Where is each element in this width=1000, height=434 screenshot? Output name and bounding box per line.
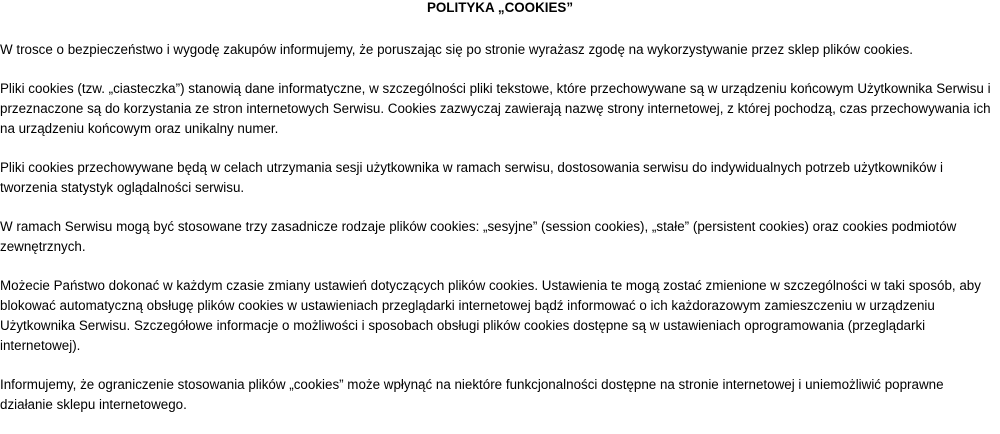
paragraph-purpose: Pliki cookies przechowywane będą w celach utrzymania sesji użytkownika w ramach serwisu, dostosowania serwisu do indywidualnych potrzeb użytkowników i tworzenia statystyk oglądalności serwisu.: [0, 160, 943, 195]
paragraph-limitations: Informujemy, że ograniczenie stosowania plików „cookies” może wpłynąć na niektóre funkcjonalności dostępne na stronie internetowej i uniemożliwić poprawne działanie sklepu internetowego.: [0, 377, 944, 412]
paragraph-settings: Możecie Państwo dokonać w każdym czasie zmiany ustawień dotyczących plików cookies. Ustawienia te mogą zostać zmienione w szczególności w taki sposób, aby blokować automatyczną obsługę plików cookies w ustawieniach przeglądarki internetowej bądź informować o ich każdorazowym zamieszczeniu w urządzeniu Użytkownika Serwisu. Szczegółowe informacje o możliwości i sposobach obsługi plików cookies dostępne są w ustawieniach oprogramowania (przeglądarki internetowej).: [0, 278, 981, 353]
paragraph-types: W ramach Serwisu mogą być stosowane trzy zasadnicze rodzaje plików cookies: „sesyjne” (session cookies), „stałe” (persistent cookies) oraz cookies podmiotów zewnętrznych.: [0, 219, 957, 254]
paragraph-consent: W trosce o bezpieczeństwo i wygodę zakupów informujemy, że poruszając się po stronie wyrażasz zgodę na wykorzystywanie przez sklep plików cookies.: [0, 42, 913, 57]
policy-content: [0, 40, 992, 434]
paragraph-definition: Pliki cookies (tzw. „ciasteczka”) stanowią dane informatyczne, w szczególności pliki tekstowe, które przechowywane są w urządzeniu końcowym Użytkownika Serwisu i przeznaczone są do korzystania ze stron internetowych Serwisu. Cookies zazwyczaj zawierają nazwę strony internetowej, z której pochodzą, czas przechowywania ich na urządzeniu końcowym oraz unikalny numer.: [0, 81, 991, 136]
page-title: POLITYKA „COOKIES”: [426, 0, 574, 15]
